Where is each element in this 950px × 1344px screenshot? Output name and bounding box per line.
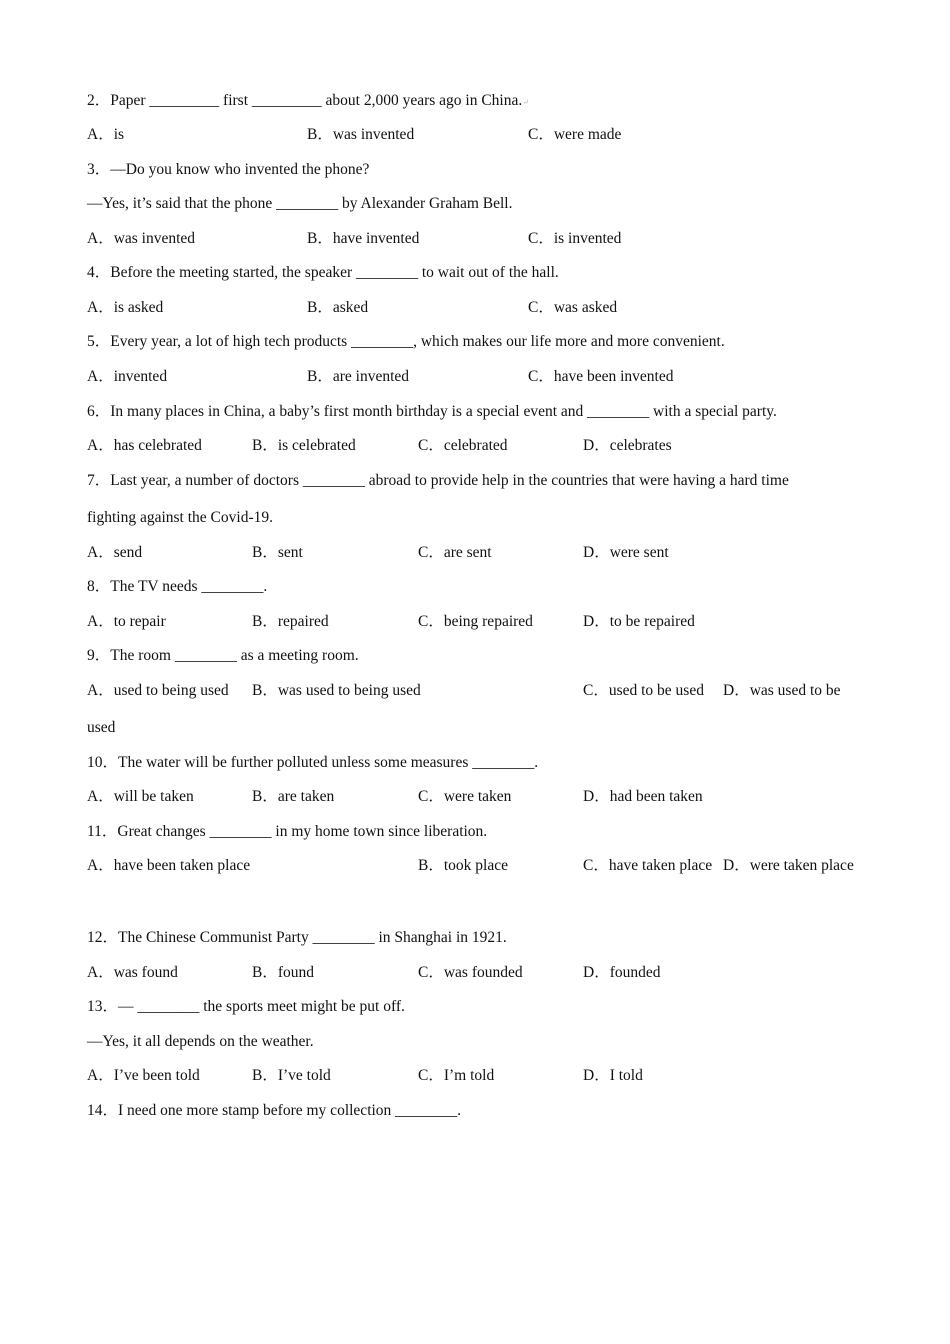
- question-10-stem: 10．The water will be further polluted unless some measures ________.: [87, 754, 539, 771]
- question-6-stem: 6．In many places in China, a baby’s first month birthday is a special event and ________ with a special party.: [87, 403, 777, 420]
- q12-option-d: D．founded: [583, 964, 661, 981]
- question-8-stem: 8．The TV needs ________.: [87, 578, 268, 595]
- q7-option-c: C．are sent: [418, 544, 492, 561]
- q8-option-a: A．to repair: [87, 613, 166, 630]
- q5-option-c: C．have been invented: [528, 368, 674, 385]
- q2-option-a: A．is: [87, 126, 125, 143]
- q7-option-b: B．sent: [252, 544, 303, 561]
- q5-option-a: A．invented: [87, 368, 168, 385]
- q9-option-a: A．used to being used: [87, 682, 229, 699]
- q8-option-b: B．repaired: [252, 613, 329, 630]
- q10-option-b: B．are taken: [252, 788, 335, 805]
- q10-option-a: A．will be taken: [87, 788, 194, 805]
- q13-option-d: D．I told: [583, 1067, 643, 1084]
- question-13-stem: 13．— ________ the sports meet might be put off.: [87, 998, 405, 1015]
- q4-option-a: A．is asked: [87, 299, 164, 316]
- q6-option-d: D．celebrates: [583, 437, 672, 454]
- question-11-stem: 11．Great changes ________ in my home town since liberation.: [87, 823, 488, 840]
- q7-option-a: A．send: [87, 544, 143, 561]
- question-3-stem-reply: —Yes, it’s said that the phone ________ by Alexander Graham Bell.: [87, 195, 513, 212]
- q9-option-d: D．was used to be: [723, 682, 841, 699]
- q2-option-c: C．were made: [528, 126, 622, 143]
- question-13-stem-reply: —Yes, it all depends on the weather.: [87, 1033, 314, 1050]
- q10-option-c: C．were taken: [418, 788, 512, 805]
- q13-option-a: A．I’ve been told: [87, 1067, 200, 1084]
- q3-option-c: C．is invented: [528, 230, 622, 247]
- q11-option-a: A．have been taken place: [87, 857, 251, 874]
- q11-option-c: C．have taken place: [583, 857, 713, 874]
- q9-option-c: C．used to be used: [583, 682, 704, 699]
- q11-option-d: D．were taken place: [723, 857, 854, 874]
- question-4-stem: 4．Before the meeting started, the speaker ________ to wait out of the hall.: [87, 264, 559, 281]
- q6-option-a: A．has celebrated: [87, 437, 202, 454]
- q13-option-c: C．I’m told: [418, 1067, 495, 1084]
- question-5-stem: 5．Every year, a lot of high tech products ________, which makes our life more and more convenient.: [87, 333, 725, 350]
- question-2-stem: 2．Paper _________ first _________ about 2,000 years ago in China.↵: [87, 92, 529, 109]
- q12-option-c: C．was founded: [418, 964, 523, 981]
- q12-option-a: A．was found: [87, 964, 178, 981]
- q11-option-b: B．took place: [418, 857, 508, 874]
- question-12-stem: 12．The Chinese Communist Party ________ in Shanghai in 1921.: [87, 929, 507, 946]
- q7-option-d: D．were sent: [583, 544, 669, 561]
- q6-option-c: C．celebrated: [418, 437, 508, 454]
- question-7-stem-continued: fighting against the Covid-19.: [87, 509, 273, 526]
- q9-option-b: B．was used to being used: [252, 682, 421, 699]
- question-14-stem: 14．I need one more stamp before my collection ________.: [87, 1102, 462, 1119]
- q3-option-a: A．was invented: [87, 230, 196, 247]
- q13-option-b: B．I’ve told: [252, 1067, 331, 1084]
- q9-option-d-wrap: used: [87, 719, 116, 736]
- q4-option-b: B．asked: [307, 299, 369, 316]
- q4-option-c: C．was asked: [528, 299, 618, 316]
- q6-option-b: B．is celebrated: [252, 437, 356, 454]
- q3-option-b: B．have invented: [307, 230, 420, 247]
- q2-option-b: B．was invented: [307, 126, 415, 143]
- q12-option-b: B．found: [252, 964, 315, 981]
- q10-option-d: D．had been taken: [583, 788, 703, 805]
- q8-option-c: C．being repaired: [418, 613, 533, 630]
- q5-option-b: B．are invented: [307, 368, 410, 385]
- question-9-stem: 9．The room ________ as a meeting room.: [87, 647, 359, 664]
- q8-option-d: D．to be repaired: [583, 613, 695, 630]
- question-7-stem: 7．Last year, a number of doctors ________ abroad to provide help in the countries that were having a hard time: [87, 472, 789, 489]
- question-3-stem: 3．—Do you know who invented the phone?: [87, 161, 370, 178]
